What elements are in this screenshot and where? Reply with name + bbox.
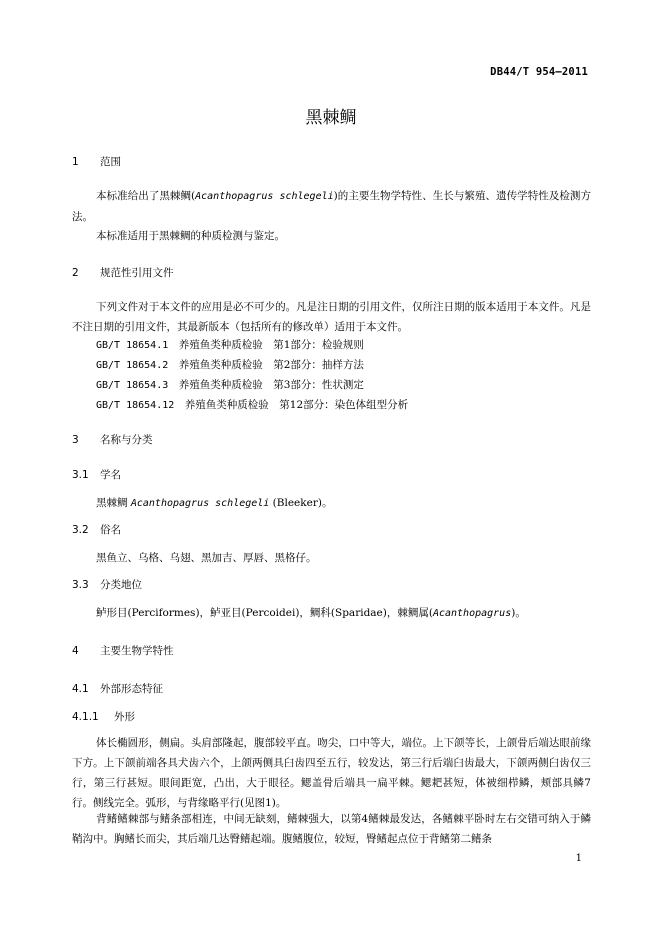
section-4-heading: 4 主要生物学特性 xyxy=(72,645,174,657)
section-4-1-1-paragraph-2: 背鳍鳍棘部与鳍条部相连，中间无缺刻，鳍棘强大，以第4鳍棘最发达，各鳍棘平卧时左右交错可纳入于鳞鞘沟中。胸鳍长而尖，其后端几达臀鳍起端。腹鳍腹位，较短，臀鳍起点位于背鳍第二鳍条 xyxy=(72,813,591,845)
normative-reference: GB/T 18654.12 养殖鱼类种质检验 第12部分：染色体组型分析 xyxy=(96,399,409,411)
section-2-heading: 2 规范性引用文件 xyxy=(72,267,174,279)
document-title: 黑棘鲷 xyxy=(305,108,357,128)
normative-reference: GB/T 18654.2 养殖鱼类种质检验 第2部分：抽样方法 xyxy=(96,359,364,371)
section-4-1-1-heading: 4.1.1 外形 xyxy=(72,711,135,723)
section-4-1-1-paragraph-1: 体长椭圆形，侧扁。头肩部隆起，腹部较平直。吻尖，口中等大，端位。上下颌等长，上颌骨后端达眼前缘下方。上下颌前端各具犬齿六个，上颌两侧具臼齿四至五行，较发达，第三行后端臼齿最大，下颌两侧臼齿仅三行，第三行甚短。眼间距宽，凸出，大于眼径。鳃盖骨后端具一扁平棘。鳃耙甚短，体被细栉鳞，颊部具鳞7行。侧线完全。弧形，与背缘略平行(见图1)。 xyxy=(72,737,591,809)
section-1-paragraph-2: 本标准适用于黑棘鲷的种质检测与鉴定。 xyxy=(96,230,285,242)
section-2-paragraph-1: 下列文件对于本文件的应用是必不可少的。凡是注日期的引用文件，仅所注日期的版本适用于本文件。凡是不注日期的引用文件，其最新版本（包括所有的修改单）适用于本文件。 xyxy=(72,301,591,333)
page-number: 1 xyxy=(575,853,582,864)
section-3-2-heading: 3.2 俗名 xyxy=(72,524,121,536)
section-1-heading: 1 范围 xyxy=(72,156,121,168)
section-4-1-heading: 4.1 外部形态特征 xyxy=(72,683,163,695)
taxonomic-status: 鲈形目(Perciformes)，鲈亚目(Percoidei)，鲷科(Sparidae)，棘鲷属(Acanthopagrus)。 xyxy=(96,607,526,619)
scientific-name: 黑棘鲷 Acanthopagrus schlegeli (Bleeker)。 xyxy=(96,497,333,509)
section-3-3-heading: 3.3 分类地位 xyxy=(72,579,142,591)
normative-reference: GB/T 18654.3 养殖鱼类种质检验 第3部分：性状测定 xyxy=(96,379,364,391)
section-1-paragraph-1: 本标准给出了黑棘鲷(Acanthopagrus schlegeli)的主要生物学特性、生长与繁殖、遗传学特性及检测方法。 xyxy=(72,190,591,223)
standard-number: DB44/T 954—2011 xyxy=(490,66,588,78)
normative-reference: GB/T 18654.1 养殖鱼类种质检验 第1部分：检验规则 xyxy=(96,339,364,351)
section-3-heading: 3 名称与分类 xyxy=(72,434,153,446)
common-names: 黑鱼立、乌格、乌翅、黑加吉、厚唇、黑格仔。 xyxy=(96,552,317,564)
section-3-1-heading: 3.1 学名 xyxy=(72,469,121,481)
